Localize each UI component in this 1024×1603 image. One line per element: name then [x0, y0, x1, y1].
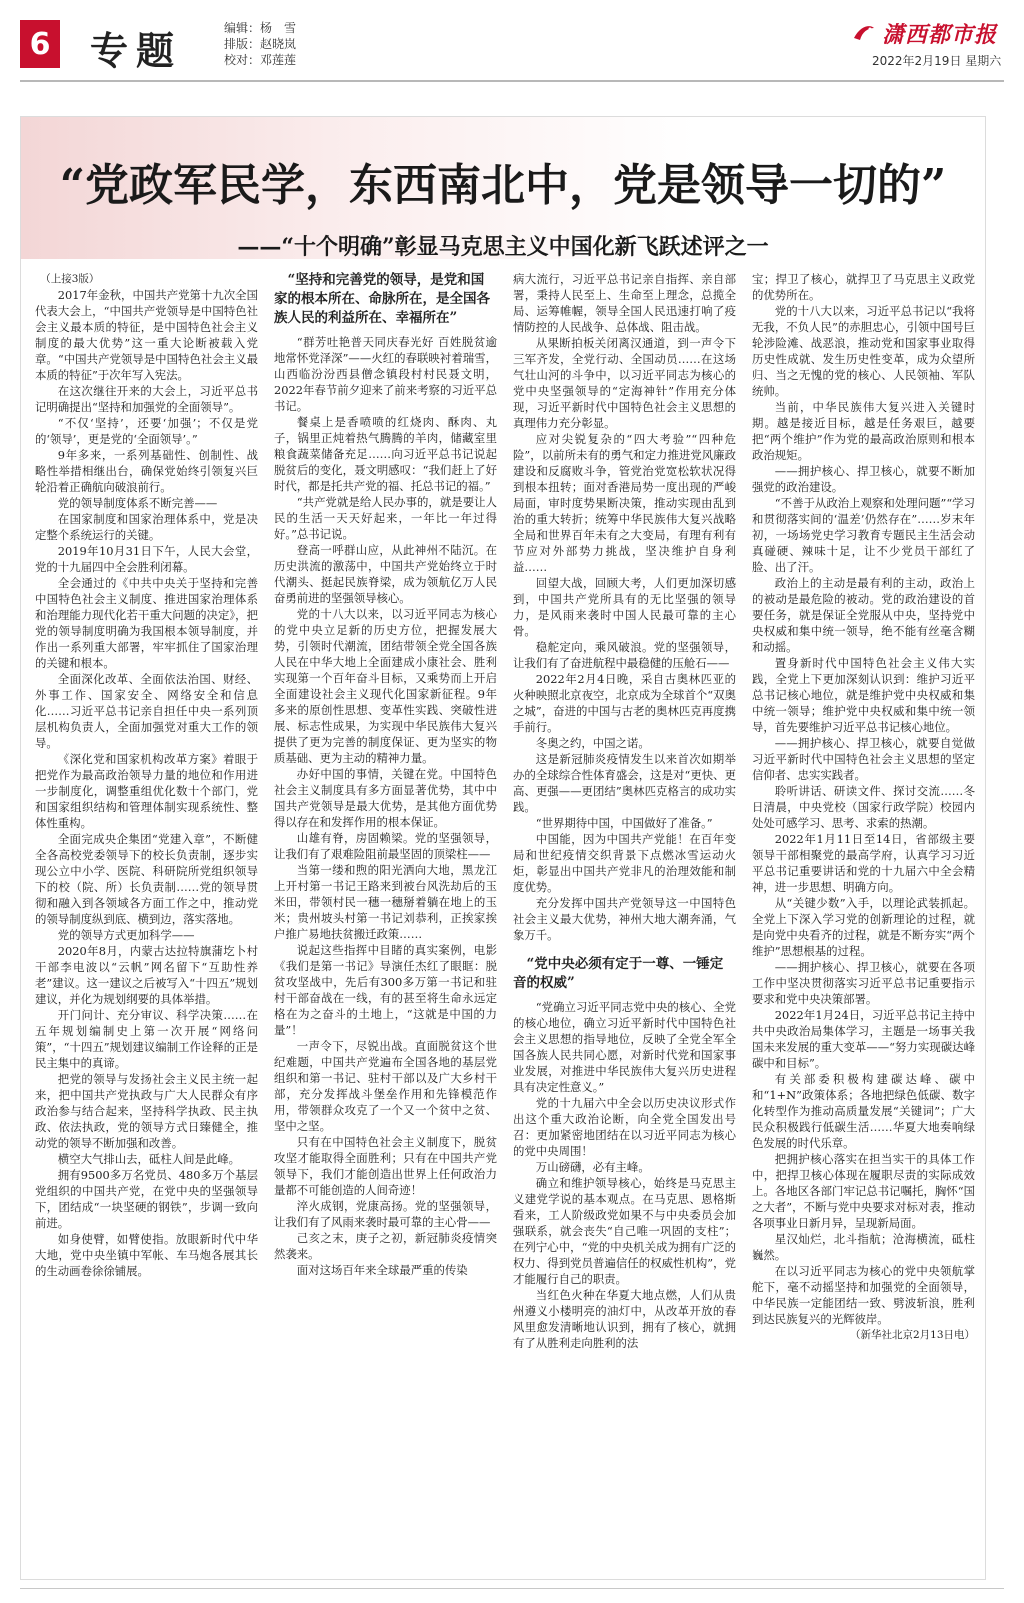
paragraph: ——拥护核心、捍卫核心，就要自觉做习近平新时代中国特色社会主义思想的坚定信仰者、忠实实践者。 [752, 736, 975, 782]
paragraph: 有关部委积极构建碳达峰、碳中和“1+N”政策体系；各地把绿色低碳、数字化转型作为推动高质量发展“关键词”；广大民众积极践行低碳生活……华夏大地奏响绿色发展的时代乐章。 [752, 1072, 975, 1150]
paragraph: 党的十八大以来，以习近平同志为核心的党中央立足新的历史方位，把握发展大势，引领时代潮流，团结带领全党全国各族人民在中华大地上全面建成小康社会、胜利实现第一个百年奋斗目标，又乘势而上开启全面建设社会主义现代化国家新征程。9年多来的原创性思想、变革性实践、突破性进展、标志性成果，为实现中华民族伟大复兴提供了更为完善的制度保证、更为坚实的物质基础、更为主动的精神力量。 [274, 607, 497, 765]
dateline: （新华社北京2月13日电） [849, 1329, 975, 1341]
column-4 [752, 271, 975, 1567]
paragraph: 全面完成央企集团“党建入章”，不断健全各高校党委领导下的校长负责制，逐步实现公立中小学、医院、科研院所党组织领导下的校（院、所）长负责制……党的领导贯彻和融入到各领域各方面工作之中，推动党的领导制度纵到底、横到边，落实落地。 [35, 832, 258, 926]
column-1 [35, 271, 258, 1567]
paragraph: ——拥护核心、捍卫核心，就要在各项工作中坚决贯彻落实习近平总书记重要指示要求和党中央决策部署。 [752, 960, 975, 1006]
paragraph: 病大流行，习近平总书记亲自指挥、亲自部署，秉持人民至上、生命至上理念，总揽全局、运筹帷幄，领导全国人民迅速打响了疫情防控的人民战争、总体战、阻击战。 [513, 272, 736, 334]
paragraph: 横空大气排山去，砥柱人间是此峰。 [57, 1152, 241, 1166]
paragraph: 2020年8月，内蒙古达拉特旗蒲圪卜村干部李电波以“云帆”网名留下“互助性养老”建议。这一建议之后被写入“十四五”规划建议，并化为规划纲要的具体举措。 [35, 944, 258, 1006]
paragraph: 宝；捍卫了核心，就捍卫了马克思主义政党的优势所在。 [752, 272, 975, 302]
paragraph: 2019年10月31日下午，人民大会堂，党的十九届四中全会胜利闭幕。 [35, 544, 258, 574]
issue-date: 2022年2月19日 星期六 [872, 54, 1002, 68]
section-heading: “坚持和完善党的领导，是党和国家的根本所在、命脉所在，是全国各族人民的利益所在、幸福所在” [274, 272, 490, 326]
headline: “党政军民学，东西南北中，党是领导一切的” [59, 160, 947, 211]
paragraph: 餐桌上是香喷喷的红烧肉、酥肉、丸子，锅里正炖着热气腾腾的羊肉，储藏室里粮食蔬菜储备充足……向习近平总书记说起脱贫后的变化，聂文明感叹：“我们赶上了好时代，都是托共产党的福、托总书记的福。” [274, 415, 497, 493]
paragraph: “不仅‘坚持’，还要‘加强’；不仅是党的‘领导’，更是党的‘全面领导’。” [35, 416, 258, 446]
footer-divider [20, 1588, 1004, 1589]
paragraph: “群芳吐艳普天同庆春光好 百姓脱贫逾地常怀党泽深”——火红的春联映衬着瑞雪，山西临汾汾西县僧念镇段村村民聂文明，2022年春节前夕迎来了前来考察的习近平总书记。 [274, 335, 497, 413]
paragraph: 回望大战，回顾大考，人们更加深切感到，中国共产党所具有的无比坚强的领导力，是风雨来袭时中国人民最可靠的主心骨。 [513, 576, 736, 638]
paragraph: 说起这些指挥中目睹的真实案例，电影《我们是第一书记》导演任杰红了眼眶：脱贫攻坚战中，先后有300多万第一书记和驻村干部奋战在一线，有的甚至将生命永远定格在为之奋斗的土地上，“这就是中国的力量”！ [274, 943, 497, 1037]
column-2 [274, 271, 497, 1567]
bird-swoosh-icon [852, 22, 876, 46]
article-columns [35, 271, 975, 1567]
paragraph: 当前，中华民族伟大复兴进入关键时期。越是接近目标，越是任务艰巨，越要把“两个维护”作为党的最高政治原则和根本政治规矩。 [752, 400, 975, 462]
paragraph: 稳舵定向，乘风破浪。党的坚强领导，让我们有了奋进航程中最稳健的压舱石—— [513, 640, 736, 670]
paragraph: 己亥之末，庚子之初，新冠肺炎疫情突然袭来。 [274, 1231, 497, 1261]
paragraph: 全会通过的《中共中央关于坚持和完善中国特色社会主义制度、推进国家治理体系和治理能力现代化若干重大问题的决定》，把党的领导制度明确为我国根本领导制度，并作出一系列重大部署，牢牢抓住了国家治理的关键和根本。 [35, 576, 258, 670]
logo-text: 潇西都市报 [882, 22, 998, 48]
paragraph: 登高一呼群山应，从此神州不陆沉。在历史洪流的激荡中，中国共产党始终立于时代潮头、挺起民族脊梁，成为领航亿万人民奋勇前进的坚强领导核心。 [274, 543, 497, 605]
masthead [0, 0, 1024, 80]
paragraph: 2022年1月11日至14日，省部级主要领导干部相聚党的最高学府，认真学习习近平总书记重要讲话和党的十九届六中全会精神，进一步思想、明确方向。 [752, 832, 975, 894]
paragraph: 面对这场百年来全球最严重的传染 [296, 1263, 468, 1277]
paragraph: 党的十九届六中全会以历史决议形式作出这个重大政治论断，向全党全国发出号召：更加紧密地团结在以习近平同志为核心的党中央周围！ [513, 1096, 736, 1158]
paragraph: 充分发挥中国共产党领导这一中国特色社会主义最大优势，神州大地大潮奔涌，气象万千。 [513, 896, 736, 942]
article [20, 116, 986, 1580]
paragraph: 应对尖锐复杂的“四大考验”“四种危险”，以前所未有的勇气和定力推进党风廉政建设和反腐败斗争，管党治党宽松软状况得到根本扭转；面对香港局势一度出现的严峻局面，审时度势果断决策，推动实现由乱到治的重大转折；统筹中华民族伟大复兴战略全局和世界百年未有之大变局，有理有利有节应对外部势力挑战，坚决维护自身利益…… [513, 432, 736, 574]
layout-credit: 排版：赵晓岚 [224, 37, 297, 51]
paragraph: 淬火成钢，党康高扬。党的坚强领导，让我们有了风雨来袭时最可靠的主心骨—— [274, 1199, 497, 1229]
paragraph: 在这次继往开来的大会上，习近平总书记明确提出“坚持和加强党的全面领导”。 [35, 384, 258, 414]
paragraph: 冬奥之约，中国之诺。 [535, 736, 650, 750]
paragraph: 从“关键少数”入手，以理论武装抓起。全党上下深入学习党的创新理论的过程，就是向党中央看齐的过程，就是不断夯实“两个维护”思想根基的过程。 [752, 896, 975, 958]
paragraph: 这是新冠肺炎疫情发生以来首次如期举办的全球综合性体育盛会，这是对“更快、更高、更强——更团结”奥林匹克格言的成功实践。 [513, 752, 736, 814]
proofread-credit: 校对：邓莲莲 [224, 53, 297, 67]
paragraph: 确立和维护领导核心，始终是马克思主义建党学说的基本观点。在马克思、恩格斯看来，工人阶级政党如果不与中央委员会加强联系，就会丧失“自己唯一巩固的支柱”；在列宁心中，“党的中央机关成为拥有广泛的权力、得到党员普遍信任的权威性机构”，党才能履行自己的职责。 [513, 1176, 736, 1286]
paragraph: 如身使臂，如臂使指。放眼新时代中华大地，党中央坐镇中军帐、车马炮各展其长的生动画卷徐徐铺展。 [35, 1232, 258, 1278]
paragraph: 党的十八大以来，习近平总书记以“我将无我，不负人民”的赤胆忠心，引领中国号巨轮涉险滩、战恶浪，推动党和国家事业取得历史性成就、发生历史性变革，成为众望所归、当之无愧的党的核心、人民领袖、军队统帅。 [752, 304, 975, 398]
paragraph: 办好中国的事情，关键在党。中国特色社会主义制度具有多方面显著优势，其中中国共产党领导是最大优势，是其他方面优势得以存在和发挥作用的根本保证。 [274, 767, 497, 829]
paragraph: 开门问计、充分审议、科学决策……在五年规划编制史上第一次开展“网络问策”，“十四五”规划建议编制工作诠释的正是民主集中的真谛。 [35, 1008, 258, 1070]
paragraph: 当红色火种在华夏大地点燃，人们从贵州遵义小楼明亮的油灯中，从改革开放的春风里愈发清晰地认识到，拥有了核心，就拥有了从胜利走向胜利的法 [513, 1288, 736, 1350]
column-3 [513, 271, 736, 1567]
paragraph: 一声令下，尽锐出战。直面脱贫这个世纪难题，中国共产党遍布全国各地的基层党组织和第一书记、驻村干部以及广大乡村干部，充分发挥战斗堡垒作用和先锋模范作用，带领群众攻克了一个又一个贫中之贫、坚中之坚。 [274, 1039, 497, 1133]
section-heading: “党中央必须有定于一尊、一锤定音的权威” [513, 956, 724, 991]
header-divider [20, 80, 1004, 82]
paragraph: 只有在中国特色社会主义制度下，脱贫攻坚才能取得全面胜利；只有在中国共产党领导下，我们才能创造出世界上任何政治力量都不可能创造的人间奇迹！ [274, 1135, 497, 1197]
paragraph: 党的领导制度体系不断完善—— [57, 496, 218, 510]
newspaper-logo [852, 18, 997, 49]
paragraph: 拥有9500多万名党员、480多万个基层党组织的中国共产党，在党中央的坚强领导下，团结成“一块坚硬的钢铁”，步调一致向前进。 [35, 1168, 258, 1230]
paragraph: 置身新时代中国特色社会主义伟大实践，全党上下更加深刻认识到：维护习近平总书记核心地位，就是维护党中央权威和集中统一领导；维护党中央权威和集中统一领导，首先要维护习近平总书记核心地位。 [752, 656, 975, 734]
paragraph: “党确立习近平同志党中央的核心、全党的核心地位，确立习近平新时代中国特色社会主义思想的指导地位，反映了全党全军全国各族人民共同心愿，对新时代党和国家事业发展，对推进中华民族伟大复兴历史进程具有决定性意义。” [513, 1000, 736, 1094]
continuation-note: （上接3版） [40, 273, 100, 285]
paragraph: 把党的领导与发扬社会主义民主统一起来，把中国共产党执政与广大人民群众有序政治参与结合起来，坚持科学执政、民主执政、依法执政，党的领导方式日臻健全，推动党的领导不断加强和改善。 [35, 1072, 258, 1150]
paragraph: “世界期待中国，中国做好了准备。” [535, 816, 713, 830]
paragraph: 山雄有脊，房固赖梁。党的坚强领导，让我们有了艰难险阻前最坚固的顶梁柱—— [274, 831, 497, 861]
paragraph: 2022年2月4日晚，采自古奥林匹亚的火种映照北京夜空，北京成为全球首个“双奥之城”，奋进的中国与古老的奥林匹克再度携手前行。 [513, 672, 736, 734]
paragraph: 星汉灿烂，北斗指航；沧海横流，砥柱巍然。 [752, 1232, 975, 1262]
paragraph: 政治上的主动是最有利的主动，政治上的被动是最危险的被动。党的政治建设的首要任务，就是保证全党服从中央，坚持党中央权威和集中统一领导，绝不能有丝毫含糊和动摇。 [752, 576, 975, 654]
credits [224, 20, 296, 68]
paragraph: 中国能，因为中国共产党能！在百年变局和世纪疫情交织背景下点燃冰雪运动火炬，彰显出中国共产党非凡的治理效能和制度优势。 [513, 832, 736, 894]
page-number: 6 [20, 20, 60, 68]
paragraph: 《深化党和国家机构改革方案》着眼于把党作为最高政治领导力量的地位和作用进一步制度化，调整重组优化数十个部门，党和国家组织结构和管理体制实现系统性、整体性重构。 [35, 752, 258, 830]
paragraph: 全面深化改革、全面依法治国、财经、外事工作、国家安全、网络安全和信息化……习近平总书记亲自担任中央一系列顶层机构负责人，全面加强党对重大工作的领导。 [35, 672, 258, 750]
subheadline: ——“十个明确”彰显马克思主义中国化新飞跃述评之一 [237, 234, 769, 260]
paragraph: 万山磅礴，必有主峰。 [535, 1160, 650, 1174]
section-title: 专题 [90, 28, 183, 73]
editor-credit: 编辑：杨 雪 [224, 21, 297, 35]
paragraph: ——拥护核心、捍卫核心，就要不断加强党的政治建设。 [752, 464, 975, 494]
paragraph: “共产党就是给人民办事的，就是要让人民的生活一天天好起来，一年比一年过得好。”总书记说。 [274, 495, 497, 541]
paragraph: 9年多来，一系列基础性、创制性、战略性举措相继出台，确保党始终引领复兴巨轮沿着正确航向破浪前行。 [35, 448, 258, 494]
paragraph: 2017年金秋，中国共产党第十九次全国代表大会上，“中国共产党领导是中国特色社会主义最本质的特征，是中国特色社会主义制度的最大优势”这一重大论断被载入党章。“中国共产党领导是中国特色社会主义最本质的特征”于次年写入宪法。 [35, 288, 258, 382]
paragraph: 从果断拍板关闭离汉通道，到一声令下三军齐发，全党行动、全国动员……在这场气壮山河的斗争中，以习近平同志为核心的党中央坚强领导的“定海神针”作用充分体现，习近平新时代中国特色社会主义思想的真理伟力充分彰显。 [513, 336, 736, 430]
paragraph: 2022年1月24日，习近平总书记主持中共中央政治局集体学习，主题是一场事关我国未来发展的重大变革——“努力实现碳达峰碳中和目标”。 [752, 1008, 975, 1070]
paragraph: “不善于从政治上观察和处理问题”“学习和贯彻落实间的‘温差’仍然存在”……岁末年初，一场场党史学习教育专题民主生活会动真碰硬、辣味十足，让不少党员干部红了脸、出了汗。 [752, 496, 975, 574]
paragraph: 当第一缕和煦的阳光洒向大地，黑龙江上开村第一书记王路来到被台风洗劫后的玉米田，带领村民一穗一穗掰着躺在地上的玉米；贵州坡头村第一书记刘恭利，正挨家挨户推广易地扶贫搬迁政策…… [274, 863, 497, 941]
paragraph: 在以习近平同志为核心的党中央领航掌舵下，毫不动摇坚持和加强党的全面领导，中华民族一定能团结一致、劈波斩浪，胜利到达民族复兴的光辉彼岸。 [752, 1264, 975, 1326]
paragraph: 在国家制度和国家治理体系中，党是决定整个系统运行的关键。 [35, 512, 258, 542]
paragraph: 把拥护核心落实在担当实干的具体工作中，把捍卫核心体现在履职尽责的实际成效上。各地区各部门牢记总书记嘱托，胸怀“国之大者”，不断与党中央要求对标对表，推动各项事业日新月异，呈现新局面。 [752, 1152, 975, 1230]
paragraph: 党的领导方式更加科学—— [57, 928, 195, 942]
paragraph: 聆听讲话、研读文件、探讨交流……冬日清晨，中央党校（国家行政学院）校园内处处可感学习、思考、求索的热潮。 [752, 784, 975, 830]
